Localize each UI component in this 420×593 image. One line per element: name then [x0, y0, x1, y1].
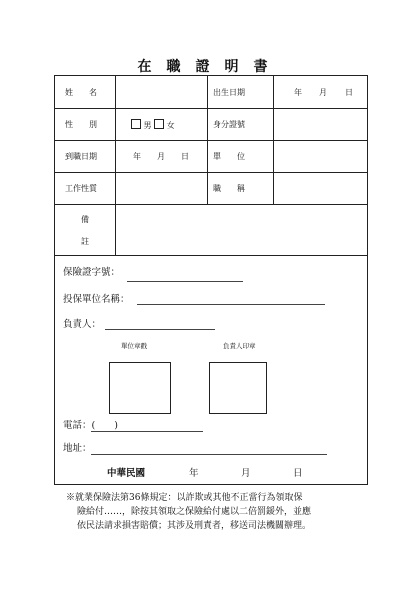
birth-date-label: 出生日期	[213, 88, 245, 97]
footnote-line-3: 依民法請求損害賠償；其涉及刑責者，移送司法機關辦理。	[77, 521, 312, 531]
date-day: 日	[293, 468, 303, 479]
male-label: 男	[143, 121, 152, 130]
unit-seal-label: 單位章戳	[121, 342, 147, 350]
phone-label: 電話：( )	[63, 420, 118, 431]
sex-label: 性 別	[65, 120, 97, 129]
female-label: 女	[166, 121, 175, 130]
row-divider	[55, 108, 367, 109]
sex-options	[131, 119, 175, 131]
table-bottom-divider	[55, 255, 367, 256]
row-divider	[55, 140, 367, 141]
job-title-label: 職 稱	[213, 184, 245, 193]
remarks-label-1: 備	[81, 215, 89, 224]
join-year: 年	[133, 152, 141, 161]
unit-label: 單 位	[213, 152, 245, 161]
remarks-label-2: 註	[81, 237, 89, 246]
join-month: 月	[157, 152, 165, 161]
birth-month: 月	[319, 88, 327, 97]
column-divider	[273, 76, 274, 204]
insured-unit-label: 投保單位名稱：	[63, 294, 130, 305]
phone-field[interactable]	[91, 431, 203, 432]
footnote-line-1: ※就業保險法第36條規定：以詐欺或其他不正當行為領取保	[66, 493, 303, 503]
insured-unit-field[interactable]	[137, 304, 325, 305]
row-divider	[55, 204, 367, 205]
female-checkbox[interactable]	[154, 119, 164, 129]
footnote-line-2: 險給付……，除按其領取之保險給付處以二倍罰鍰外，並應	[77, 507, 312, 517]
row-divider	[55, 172, 367, 173]
insurance-number-field[interactable]	[127, 281, 243, 282]
person-seal-label: 負責人印章	[223, 342, 256, 350]
date-month: 月	[241, 468, 251, 479]
certificate-form	[54, 75, 368, 485]
address-label: 地址：	[63, 443, 92, 454]
join-day: 日	[181, 152, 189, 161]
male-checkbox[interactable]	[131, 119, 141, 129]
person-seal-box[interactable]	[209, 362, 267, 414]
date-prefix: 中華民國	[107, 468, 146, 479]
id-number-label: 身分證號	[213, 120, 245, 129]
job-nature-label: 工作性質	[65, 184, 97, 193]
legal-footnote	[66, 491, 376, 533]
responsible-person-label: 負責人：	[63, 319, 102, 330]
unit-seal-box[interactable]	[109, 362, 171, 414]
document-title: 在職證明書	[137, 59, 283, 75]
address-field[interactable]	[91, 454, 327, 455]
responsible-person-field[interactable]	[105, 329, 215, 330]
birth-year: 年	[294, 88, 302, 97]
column-divider	[207, 76, 208, 204]
birth-day: 日	[345, 88, 353, 97]
name-label: 姓 名	[65, 88, 97, 97]
column-divider	[115, 76, 116, 255]
join-date-label: 到職日期	[65, 152, 97, 161]
insurance-number-label: 保險證字號：	[63, 267, 121, 278]
date-year: 年	[189, 468, 199, 479]
